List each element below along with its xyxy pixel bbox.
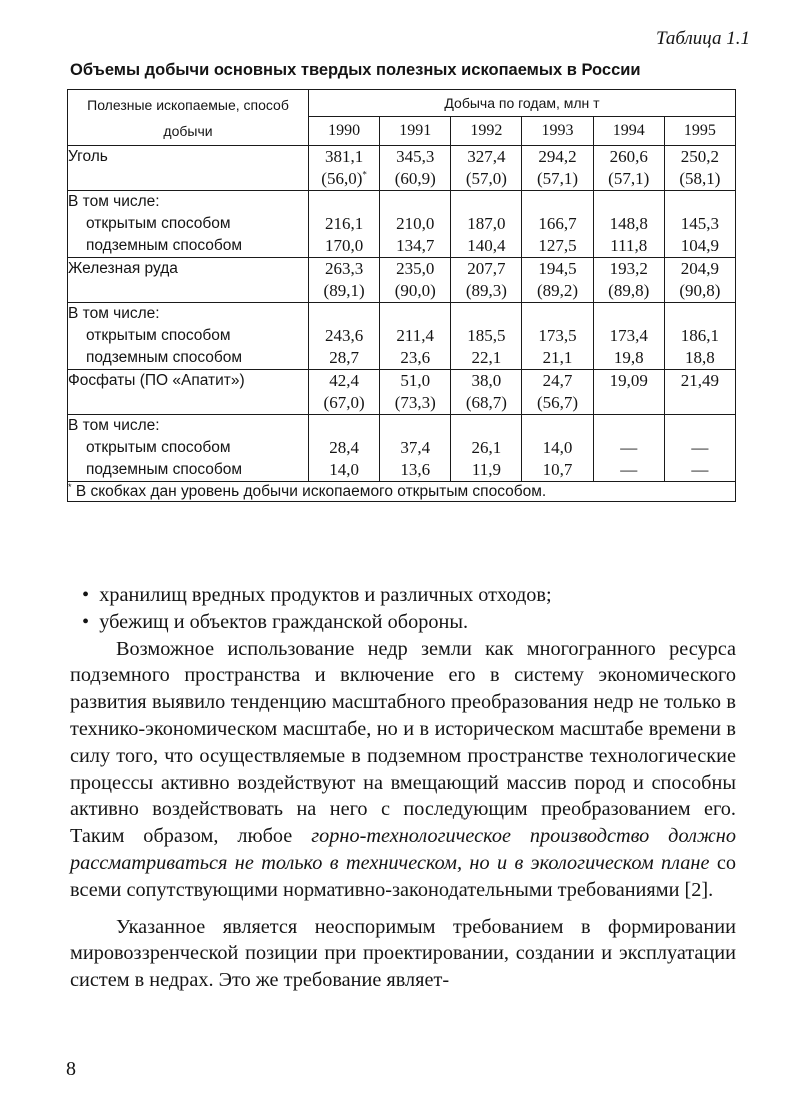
page-number: 8 [66, 1058, 76, 1080]
bullet-item: • хранилищ вредных продуктов и различных отходов; [82, 584, 552, 606]
table-cell: 19,09 [593, 370, 664, 415]
table-cell: 211,4 23,6 [380, 303, 451, 370]
table-cell: — — [664, 415, 735, 482]
table-cell: 42,4 (67,0) [309, 370, 380, 415]
table-cell: 37,4 13,6 [380, 415, 451, 482]
year-header: 1993 [522, 117, 593, 146]
table-cell: 51,0 (73,3) [380, 370, 451, 415]
row-label: В том числе: открытым способом подземным способом [68, 191, 309, 258]
table-row-coal [68, 146, 736, 191]
table-cell: 193,2 (89,8) [593, 258, 664, 303]
bullet-item: • убежищ и объектов гражданской обороны. [82, 610, 469, 633]
row-label: Железная руда [68, 258, 309, 303]
mining-volume-table [67, 89, 736, 502]
table-row-iron-ore [68, 258, 736, 303]
body-text [70, 582, 736, 994]
year-header: 1994 [593, 117, 664, 146]
table-cell: 250,2 (58,1) [664, 146, 735, 191]
table-cell: 28,4 14,0 [309, 415, 380, 482]
row-label: В том числе: открытым способом подземным способом [68, 415, 309, 482]
table-cell: 235,0 (90,0) [380, 258, 451, 303]
table-cell: 173,4 19,8 [593, 303, 664, 370]
table-cell: 327,4 (57,0) [451, 146, 522, 191]
table-cell: 294,2 (57,1) [522, 146, 593, 191]
table-cell: 148,8 111,8 [593, 191, 664, 258]
italic-emphasis: горно-технологическое производство должно рассматриваться не только в техническом, но и в экологическом плане [70, 825, 736, 874]
row-label: Уголь [68, 146, 309, 191]
table-cell: 210,0 134,7 [380, 191, 451, 258]
year-header: 1992 [451, 117, 522, 146]
table-row-iron-ore-split [68, 303, 736, 370]
table-cell: 21,49 [664, 370, 735, 415]
table-cell: — — [593, 415, 664, 482]
paragraph: Указанное является неоспоримым требованием в формировании мировоззренческой позиции при проектировании, создании и эксплуатации систем в недрах. Это же требование являет- [70, 915, 736, 992]
table-cell: 381,1 (56,0)* [309, 146, 380, 191]
row-label: В том числе: открытым способом подземным способом [68, 303, 309, 370]
table-cell: 145,3 104,9 [664, 191, 735, 258]
table-footnote: * В скобках дан уровень добычи ископаемого открытым способом. [68, 482, 736, 502]
table-cell: 187,0 140,4 [451, 191, 522, 258]
table-cell: 38,0 (68,7) [451, 370, 522, 415]
table-cell: 166,7 127,5 [522, 191, 593, 258]
table-row-phosphates [68, 370, 736, 415]
row-label: Фосфаты (ПО «Апатит») [68, 370, 309, 415]
table-title: Объемы добычи основных твердых полезных ископаемых в России [70, 61, 641, 79]
table-cell: 345,3 (60,9) [380, 146, 451, 191]
year-header: 1991 [380, 117, 451, 146]
table-row-coal-split [68, 191, 736, 258]
table-cell: 216,1 170,0 [309, 191, 380, 258]
table-cell: 26,1 11,9 [451, 415, 522, 482]
table-number-label: Таблица 1.1 [656, 28, 750, 49]
footnote-mark: * [362, 169, 367, 180]
table-cell: 186,1 18,8 [664, 303, 735, 370]
table-cell: 173,5 21,1 [522, 303, 593, 370]
table-cell: 263,3 (89,1) [309, 258, 380, 303]
year-header: 1990 [309, 117, 380, 146]
table-cell: 194,5 (89,2) [522, 258, 593, 303]
table-cell: 207,7 (89,3) [451, 258, 522, 303]
table-cell: 204,9 (90,8) [664, 258, 735, 303]
table-cell: 24,7 (56,7) [522, 370, 593, 415]
header-production-group: Добыча по годам, млн т [309, 90, 736, 117]
table-cell: 185,5 22,1 [451, 303, 522, 370]
year-header: 1995 [664, 117, 735, 146]
table-cell: 260,6 (57,1) [593, 146, 664, 191]
header-mineral-column: Полезные ископаемые, способ добычи [68, 90, 309, 146]
table-cell: 14,0 10,7 [522, 415, 593, 482]
paragraph: Возможное использование недр земли как многогранного ресурса подземного пространства и включение его в систему экономического развития выявило тенденцию масштабного преобразования недр не только в технико-экономическом масштабе, но и в историческом масштабе времени в силу того, что осуществляемые в подземном пространстве технологические процессы активно воздействуют на вмещающий массив пород и способны активно воздействовать на него с последующим преобразованием его. Таким образом, любое горно-технологическое производство должно рассматриваться не только в техническом, но и в экологическом плане со всеми сопутствующими нормативно-законодательными требованиями [2]. [70, 637, 736, 901]
table-cell: 243,6 28,7 [309, 303, 380, 370]
table-row-phosphates-split [68, 415, 736, 482]
